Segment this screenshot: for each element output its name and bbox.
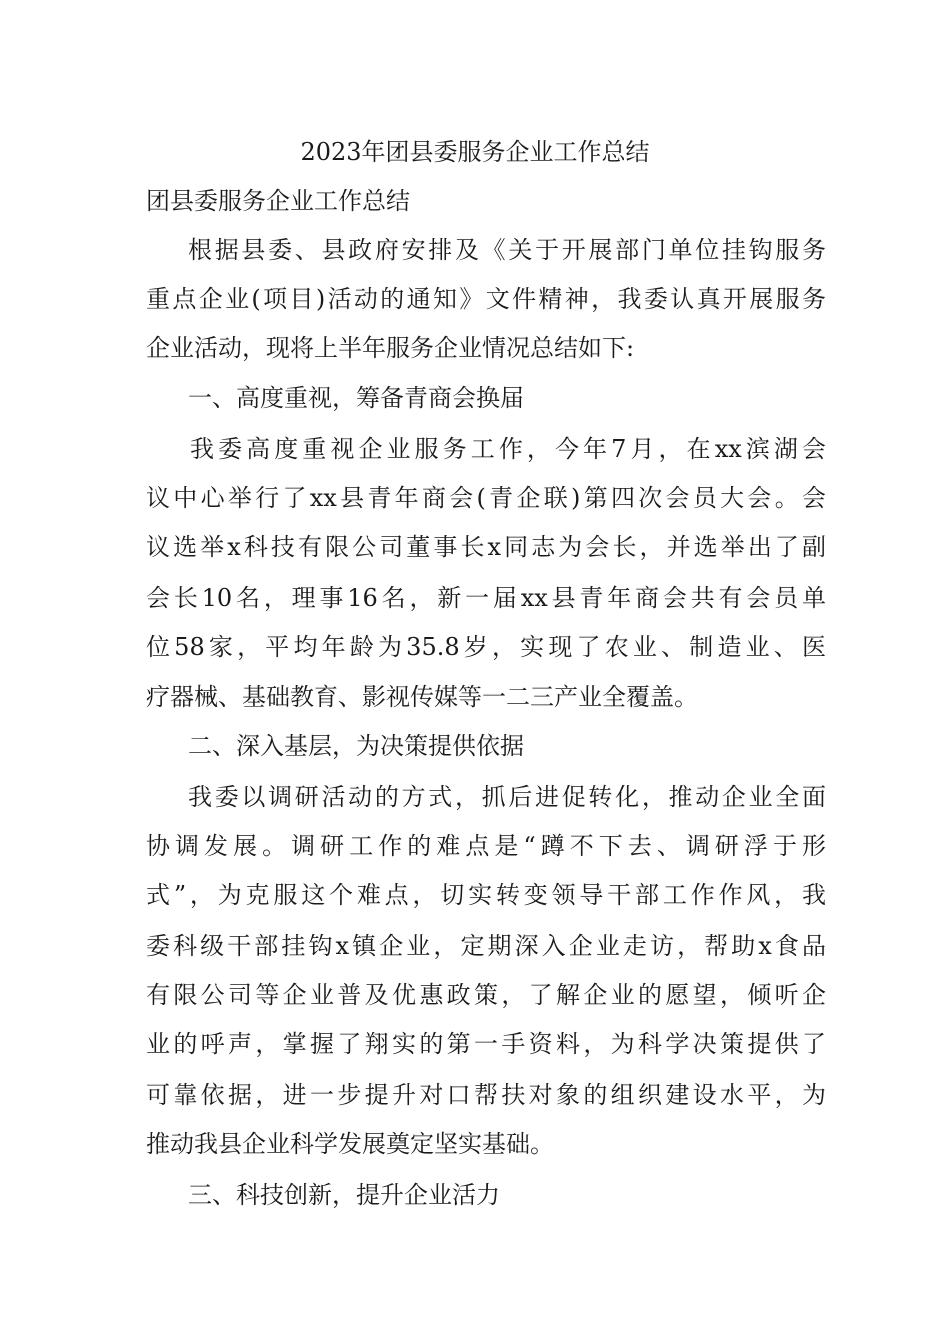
section2-line: 推动我县企业科学发展奠定坚实基础。 xyxy=(146,1130,554,1158)
intro-line: 企业活动，现将上半年服务企业情况总结如下: xyxy=(146,334,635,362)
document-subtitle: 团县委服务企业工作总结 xyxy=(146,187,410,215)
section2-line: 业的呼声，掌握了翔实的第一手资料，为科学决策提供了 xyxy=(146,1030,826,1058)
intro-line: 重点企业(项目)活动的通知》文件精神，我委认真开展服务 xyxy=(146,285,826,313)
section2-line: 委科级干部挂钩x镇企业，定期深入企业走访，帮助x食品 xyxy=(146,932,826,960)
section2-line: 式”，为克服这个难点，切实转变领导干部工作作风，我 xyxy=(146,881,826,909)
section-heading-3: 三、科技创新，提升企业活力 xyxy=(188,1181,500,1209)
intro-line: 根据县委、县政府安排及《关于开展部门单位挂钩服务 xyxy=(188,236,826,264)
section1-line: 我委高度重视企业服务工作，今年7月，在xx滨湖会 xyxy=(190,435,826,463)
section-heading-1: 一、高度重视，筹备青商会换届 xyxy=(188,384,524,412)
section1-line: 议选举x科技有限公司董事长x同志为会长，并选举出了副 xyxy=(146,533,826,561)
section1-line: 会长10名，理事16名，新一届xx县青年商会共有会员单 xyxy=(146,584,826,612)
section1-line: 位58家，平均年龄为35.8岁，实现了农业、制造业、医 xyxy=(146,633,826,661)
section2-line: 我委以调研活动的方式，抓后进促转化，推动企业全面 xyxy=(188,783,826,811)
section1-line: 疗器械、基础教育、影视传媒等一二三产业全覆盖。 xyxy=(146,683,698,711)
section2-line: 有限公司等企业普及优惠政策，了解企业的愿望，倾听企 xyxy=(146,981,826,1009)
section2-line: 可靠依据，进一步提升对口帮扶对象的组织建设水平，为 xyxy=(146,1081,826,1109)
section1-line: 议中心举行了xx县青年商会(青企联)第四次会员大会。会 xyxy=(146,484,826,512)
section2-line: 协调发展。调研工作的难点是“蹲不下去、调研浮于形 xyxy=(146,832,826,860)
section-heading-2: 二、深入基层，为决策提供依据 xyxy=(188,732,524,760)
document-title: 2023年团县委服务企业工作总结 xyxy=(300,138,650,166)
